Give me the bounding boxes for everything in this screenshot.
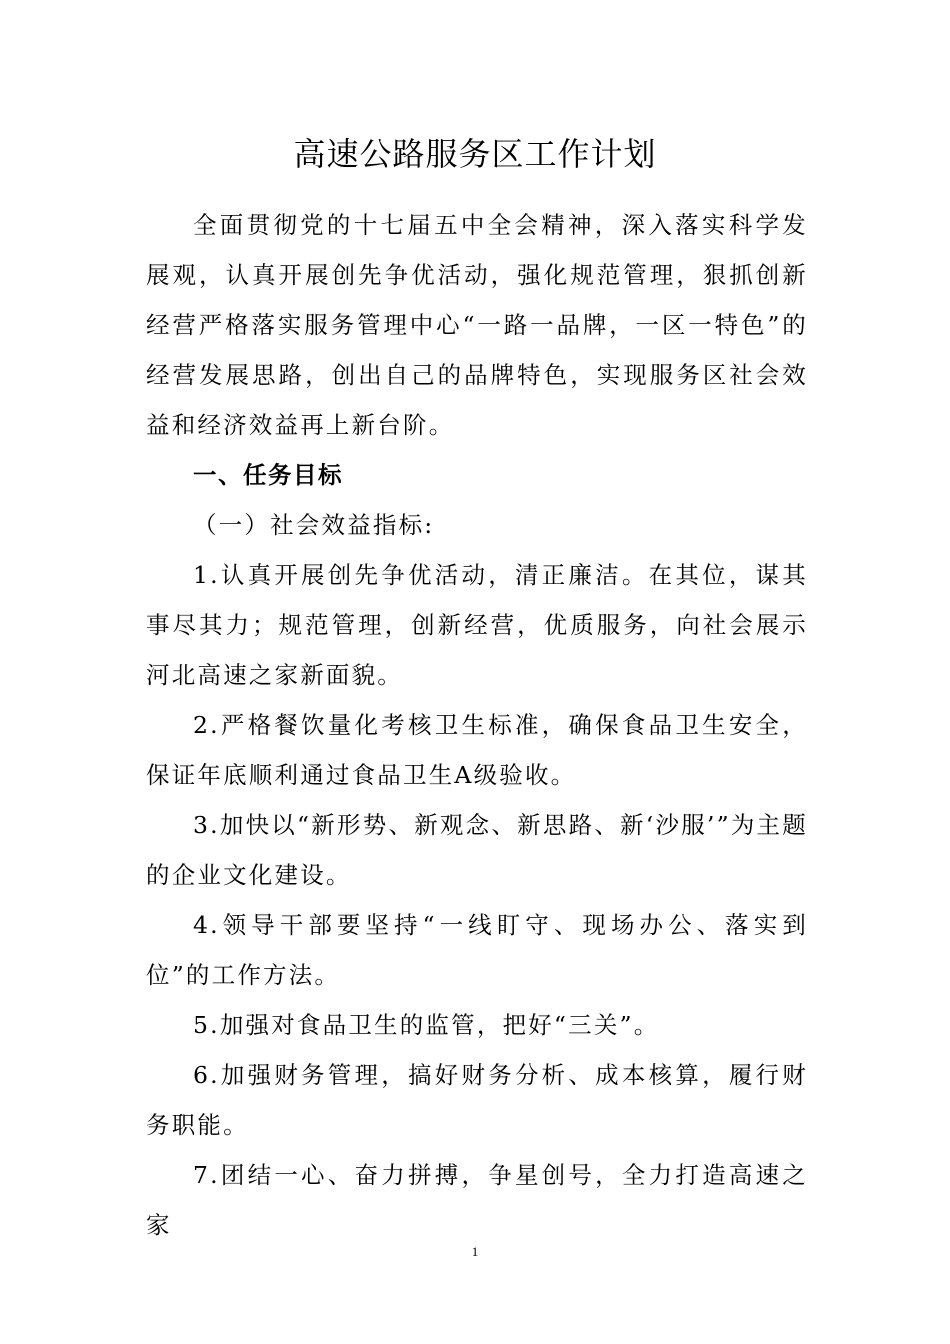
subsection-heading-social-benefit: （一）社会效益指标: xyxy=(193,511,435,539)
intro-paragraph: 全面贯彻党的十七届五中全会精神，深入落实科学发展观，认真开展创先争优活动，强化规范管理，狠抓创新经营严格落实服务管理中心“一路一品牌，一区一特色”的经营发展思路，创出自己的品牌特色，实现服务区社会效益和经济效益再上新台阶。 xyxy=(146,211,808,439)
list-item: 5.加强对食品卫生的监管，把好“三关”。 xyxy=(193,1011,660,1039)
list-item: 2.严格餐饮量化考核卫生标准，确保食品卫生安全，保证年底顺利通过食品卫生A级验收。 xyxy=(146,711,808,789)
page-number: 1 xyxy=(471,1244,479,1259)
list-item: 4.领导干部要坚持“一线盯守、现场办公、落实到位”的工作方法。 xyxy=(146,911,808,989)
section-heading-task-goals: 一、任务目标 xyxy=(193,461,343,489)
list-item: 7.团结一心、奋力拼搏，争星创号，全力打造高速之家 xyxy=(146,1161,808,1239)
list-item: 3.加快以“新形势、新观念、新思路、新‘沙服’”为主题的企业文化建设。 xyxy=(146,811,808,889)
list-item: 1.认真开展创先争优活动，清正廉洁。在其位，谋其事尽其力；规范管理，创新经营，优质服务，向社会展示河北高速之家新面貌。 xyxy=(146,561,808,689)
list-item: 6.加强财务管理，搞好财务分析、成本核算，履行财务职能。 xyxy=(146,1061,808,1139)
document-body xyxy=(146,200,808,1250)
document-title: 高速公路服务区工作计划 xyxy=(293,135,657,173)
